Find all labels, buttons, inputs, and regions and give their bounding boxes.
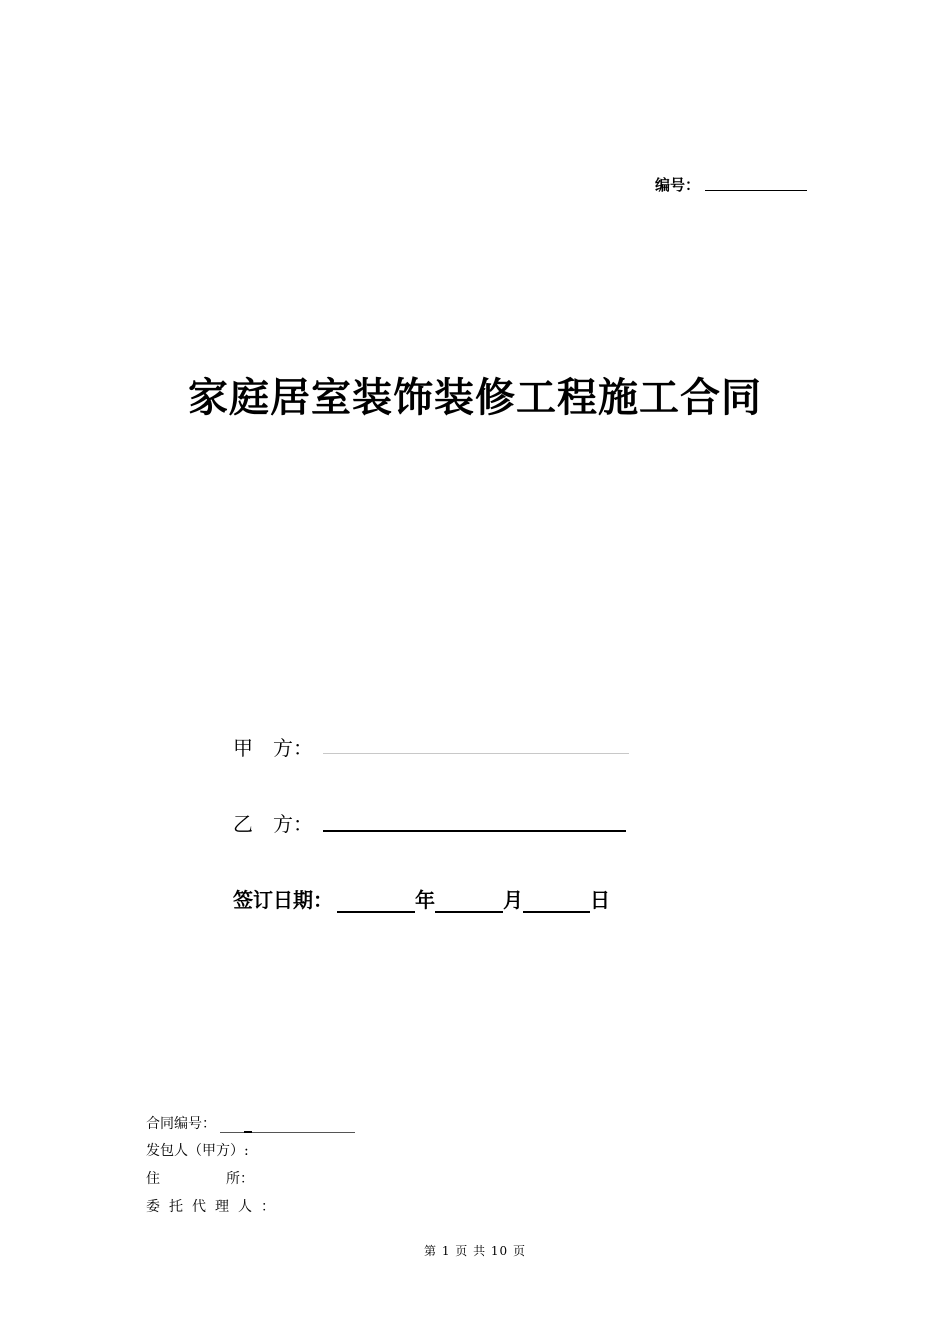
document-title: 家庭居室装饰装修工程施工合同 xyxy=(188,374,762,421)
year-blank xyxy=(337,889,415,913)
signing-date xyxy=(233,884,610,913)
contract-number-mark xyxy=(244,1131,252,1133)
agent-label: 委托代理人： xyxy=(146,1199,284,1215)
party-a-blank xyxy=(323,753,629,754)
page-number: 第 1 页 共 10 页 xyxy=(424,1244,526,1258)
party-b-label: 乙 方： xyxy=(233,812,313,836)
address-label-left: 住 xyxy=(146,1171,160,1187)
contract-number xyxy=(146,1113,355,1133)
day-label: 日 xyxy=(590,888,610,912)
contract-number-label: 合同编号： xyxy=(146,1116,216,1132)
year-label: 年 xyxy=(415,888,435,912)
month-label: 月 xyxy=(503,888,523,912)
month-blank xyxy=(435,889,503,913)
serial-number-blank xyxy=(705,190,807,191)
day-blank xyxy=(523,889,590,913)
serial-number-label: 编号： xyxy=(655,176,701,194)
address-row xyxy=(146,1168,254,1188)
party-b-blank xyxy=(323,830,626,832)
party-a-label: 甲 方： xyxy=(233,736,313,760)
signing-date-label: 签订日期： xyxy=(233,888,333,912)
employer-label: 发包人（甲方）: xyxy=(146,1143,249,1159)
contract-number-blank xyxy=(220,1116,355,1133)
address-label-right: 所： xyxy=(226,1171,254,1187)
